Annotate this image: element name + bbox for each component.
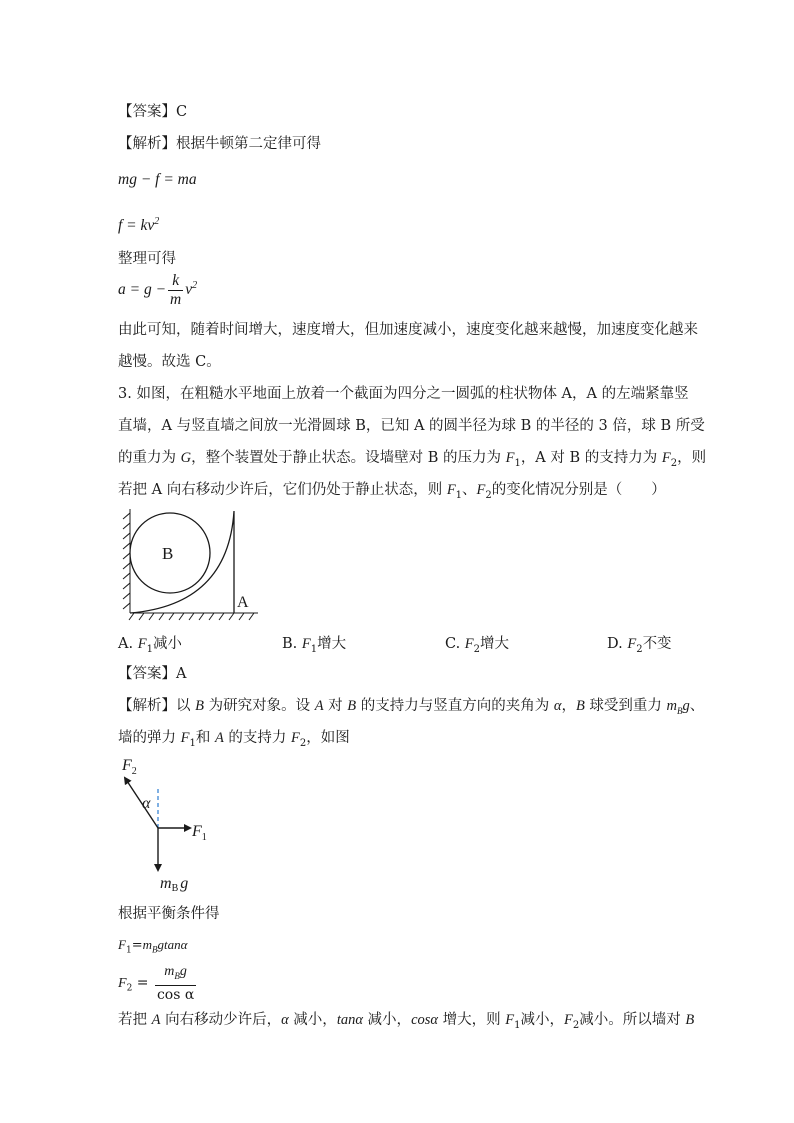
- eq-var: gtanα: [157, 937, 188, 952]
- q-sub: 1: [514, 457, 521, 469]
- q-text: 若把 A 向右移动少许后，它们仍处于静止状态，则: [118, 482, 447, 498]
- label-F1-sub: 1: [201, 832, 207, 843]
- a-var: tanα: [336, 1012, 363, 1028]
- num-g: g: [179, 964, 187, 979]
- eq-F2-fraction: [155, 962, 196, 1004]
- option-text: 增大: [317, 636, 347, 652]
- a-text: 的支持力: [223, 730, 292, 746]
- balance-text: 根据平衡条件得: [118, 906, 220, 922]
- option-letter: C.: [445, 636, 465, 652]
- equation-acc-rhs: v: [185, 281, 193, 299]
- q-text: 、: [462, 482, 477, 498]
- q-text: ，A 对 B 的支持力为: [520, 450, 662, 466]
- num-sub: B: [174, 970, 180, 981]
- free-body-diagram: [118, 752, 228, 894]
- question-line-1: 3. 如图，在粗糙水平地面上放着一个截面为四分之一圆弧的柱状物体 A，A 的左端紧靠竖: [118, 386, 689, 402]
- option-var: F: [301, 636, 311, 652]
- q-sub: 1: [455, 489, 463, 501]
- fraction-denominator: cos α: [156, 986, 195, 1003]
- a-text: 减小，: [520, 1012, 564, 1028]
- a-text: 增大，则: [438, 1012, 506, 1028]
- answer-label: 【答案】: [118, 666, 176, 682]
- label-alpha: α: [142, 795, 151, 812]
- eq-sign: =: [136, 974, 149, 991]
- a-var: F: [505, 1012, 515, 1028]
- a-var: F: [563, 1012, 573, 1028]
- q-sub: 2: [485, 489, 492, 501]
- a-text: 若把: [118, 1012, 152, 1028]
- a-text: 以: [176, 698, 196, 714]
- q-sub: 2: [670, 457, 678, 469]
- q-text: 的变化情况分别是（ ）: [491, 482, 666, 498]
- option-var: F: [627, 636, 637, 652]
- option-var: F: [137, 636, 147, 652]
- question-line-2: 直墙，A 与竖直墙之间放一光滑圆球 B，已知 A 的圆半径为球 B 的半径的 3 倍，球 B 所受: [118, 418, 705, 434]
- analysis3-line-2: [118, 728, 350, 754]
- a-var: F: [180, 730, 190, 746]
- option-b: [282, 632, 346, 655]
- eq-sub: 2: [126, 983, 133, 994]
- option-text: 减小: [152, 636, 182, 652]
- equation-newton: mg − f = ma: [118, 171, 197, 188]
- wall-hatching: [123, 509, 130, 613]
- q-text: ，则: [677, 450, 707, 466]
- a-text: ，如图: [306, 730, 350, 746]
- option-var: F: [464, 636, 474, 652]
- option-letter: D.: [607, 636, 628, 652]
- a-var: A: [314, 698, 324, 714]
- a-text: 的支持力与竖直方向的夹角为: [356, 698, 554, 714]
- option-sub: 1: [146, 643, 153, 655]
- fraction-numerator: [155, 962, 196, 986]
- eq-sub: B: [151, 944, 158, 955]
- analysis3-line-1: [118, 696, 704, 721]
- label-F2: [121, 757, 137, 777]
- option-letter: A.: [118, 636, 138, 652]
- a-text: 减小。所以墙对: [579, 1012, 686, 1028]
- a-var: g: [682, 698, 690, 714]
- block-label: A: [237, 594, 249, 611]
- setup-figure: [118, 505, 268, 625]
- rearrange-text: 整理可得: [118, 251, 176, 267]
- answer-value: C: [176, 104, 188, 120]
- a-var: B: [195, 698, 204, 714]
- label-F1: [191, 823, 207, 843]
- answer-line: [118, 102, 187, 122]
- a-sub: 2: [572, 1019, 580, 1031]
- option-d: [607, 632, 672, 655]
- a-var: F: [291, 730, 300, 746]
- a-var: α: [553, 698, 562, 714]
- analysis-intro: 根据牛顿第二定律可得: [176, 136, 321, 152]
- ball-label: B: [162, 544, 174, 563]
- option-sub: 1: [310, 643, 318, 655]
- equation-acc-exponent: 2: [192, 279, 198, 291]
- ground-hatching: [129, 613, 258, 620]
- analysis3-last-line: [118, 1010, 694, 1036]
- a-text: 和: [195, 730, 215, 746]
- block-A: [130, 511, 234, 613]
- a-text: 、: [689, 698, 705, 714]
- q-var-F1: F: [446, 482, 456, 498]
- eq-sign: =: [131, 938, 143, 953]
- option-sub: 2: [636, 643, 643, 655]
- option-sub: 2: [473, 643, 481, 655]
- eq-var: F: [118, 937, 126, 952]
- label-m: m: [160, 875, 172, 892]
- analysis-label: 【解析】: [118, 136, 176, 152]
- label-F1-var: F: [192, 823, 202, 840]
- a-var: A: [214, 730, 224, 746]
- a-text: 对: [323, 698, 348, 714]
- question-line-3: [118, 448, 706, 474]
- equation-acc-fraction: [168, 272, 183, 309]
- fraction-denominator: m: [170, 291, 182, 308]
- q-var-G: G: [180, 450, 192, 466]
- eq-sub: 1: [125, 945, 132, 956]
- eq-var: F: [118, 975, 127, 991]
- equation-drag-text: f = kv: [118, 217, 155, 235]
- q-var-F2: F: [476, 482, 486, 498]
- equation-drag-exponent: 2: [154, 216, 160, 227]
- analysis-label: 【解析】: [118, 698, 176, 714]
- q-text: 的重力为: [118, 450, 181, 466]
- equation-acceleration: [118, 272, 197, 309]
- q-var-F1: F: [505, 450, 515, 466]
- equation-acc-lhs: a = g −: [118, 281, 167, 299]
- q-var-F2: F: [661, 450, 671, 466]
- num-m: m: [164, 964, 175, 979]
- answer-value: A: [176, 666, 187, 682]
- analysis-line: [118, 134, 321, 154]
- equation-F1: [118, 935, 187, 961]
- option-text: 增大: [480, 636, 510, 652]
- conclusion-line-1: 由此可知，随着时间增大，速度增大，但加速度减小，速度变化越来越慢，加速度变化越来: [118, 322, 698, 338]
- equation-F2: [118, 962, 198, 1004]
- eq-var: m: [142, 937, 152, 952]
- a-var: α: [281, 1012, 289, 1028]
- a-var: B: [575, 698, 585, 714]
- label-F2-var: F: [122, 757, 132, 774]
- a-var: B: [685, 1012, 695, 1028]
- label-F2-sub: 2: [131, 766, 137, 777]
- option-c: [445, 632, 509, 655]
- a-sub: 2: [299, 737, 307, 749]
- a-sub: 1: [189, 737, 196, 749]
- q-text: ，整个装置处于静止状态。设墙壁对 B 的压力为: [191, 450, 506, 466]
- a-text: ，: [561, 698, 576, 714]
- option-a: [118, 632, 182, 655]
- label-mBg: [160, 875, 188, 894]
- a-sub: 1: [514, 1019, 521, 1031]
- option-letter: B.: [282, 636, 302, 652]
- a-var: A: [151, 1012, 161, 1028]
- answer-line-3: [118, 664, 186, 684]
- label-mB: B: [171, 883, 179, 894]
- a-var: cosα: [411, 1012, 439, 1028]
- label-g: g: [180, 875, 189, 892]
- option-text: 不变: [642, 636, 672, 652]
- a-text: 向右移动少许后，: [160, 1012, 282, 1028]
- a-var: m: [666, 698, 678, 714]
- a-var: B: [347, 698, 357, 714]
- a-text: 为研究对象。设: [203, 698, 315, 714]
- a-sub: B: [677, 705, 683, 716]
- conclusion-line-2: 越慢。故选 C。: [118, 354, 221, 370]
- equation-drag: [118, 212, 159, 236]
- a-text: 墙的弹力: [118, 730, 181, 746]
- fraction-numerator: k: [168, 272, 183, 291]
- question-line-4: [118, 480, 666, 506]
- a-text: 减小，: [288, 1012, 337, 1028]
- a-text: 球受到重力: [584, 698, 667, 714]
- a-text: 减小，: [362, 1012, 412, 1028]
- answer-label: 【答案】: [118, 104, 176, 120]
